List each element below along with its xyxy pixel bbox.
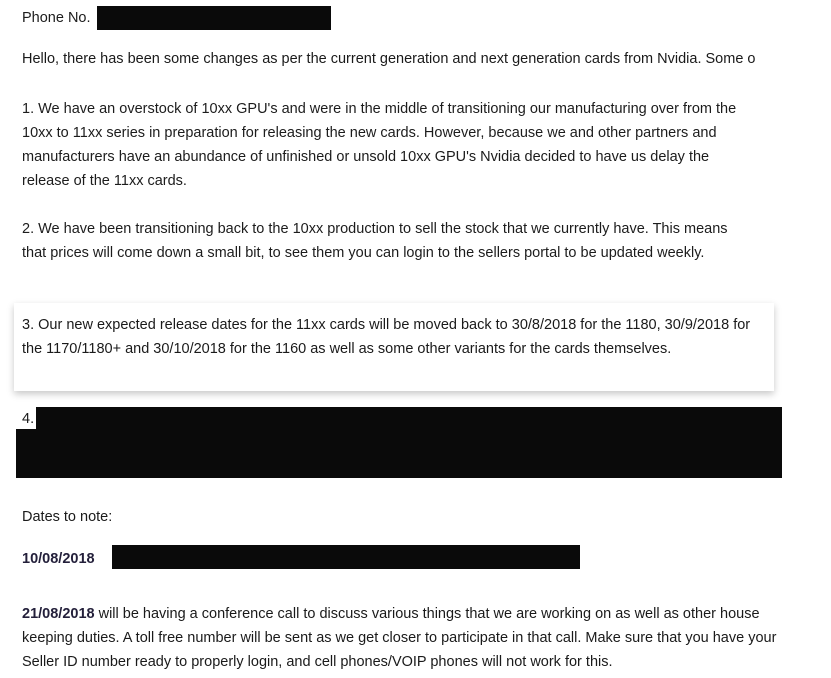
redaction-item-4-line-1 (36, 407, 782, 429)
redaction-item-4-block (16, 429, 782, 478)
date-two: 21/08/2018 (22, 606, 95, 622)
dates-to-note-label: Dates to note: (22, 509, 113, 525)
list-item-4-number: 4. (22, 411, 35, 427)
intro-paragraph: Hello, there has been some changes as per the current generation and next generation cards from Nvidia. Some o (22, 51, 756, 67)
phone-number-label: Phone No. (22, 10, 91, 26)
redaction-phone-number (97, 6, 331, 30)
list-item-2: 2. We have been transitioning back to the 10xx production to sell the stock that we currently have. This means that prices will come down a small bit, to see them you can login to the sellers portal to be updated weekly. (22, 221, 728, 261)
redaction-date-one-text (112, 545, 580, 569)
final-paragraph (22, 602, 812, 674)
date-one: 10/08/2018 (22, 551, 95, 567)
list-item-3: 3. Our new expected release dates for the 11xx cards will be moved back to 30/8/2018 for the 1180, 30/9/2018 for the 1170/1180+ and 30/10/2018 for the 1160 as well as some other variants for the cards themselves. (22, 317, 751, 357)
list-item-1: 1. We have an overstock of 10xx GPU's and were in the middle of transitioning our manufacturing over from the 10xx to 11xx series in preparation for releasing the new cards. However, because we and other partners and manufacturers have an abundance of unfinished or unsold 10xx GPU's Nvidia decided to have us delay the release of the 11xx cards. (22, 101, 737, 189)
final-paragraph-text: will be having a conference call to discuss various things that we are working on as well as other house keeping duties. A toll free number will be sent as we get closer to participate in that call. Make sure that you have your Seller ID number ready to properly login, and cell phones/VOIP phones will not work for this. (22, 606, 777, 670)
